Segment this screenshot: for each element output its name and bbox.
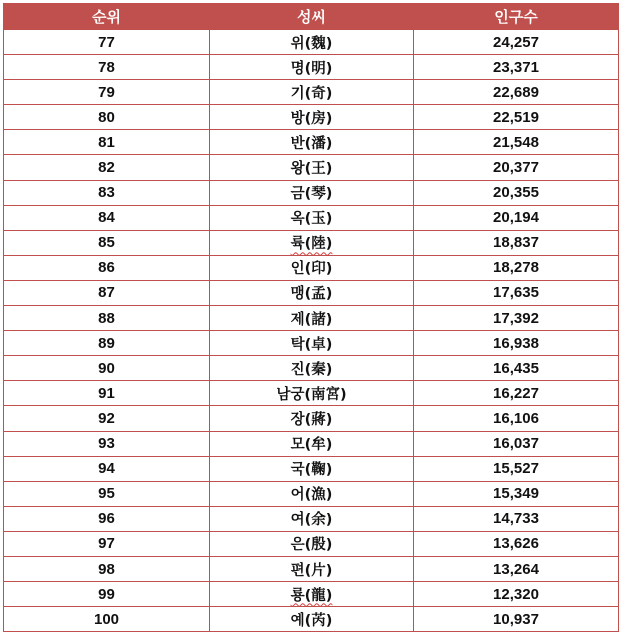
surname-cell (210, 582, 414, 607)
rank-cell: 83 (4, 180, 210, 205)
surname-cell (210, 531, 414, 556)
population-cell: 13,626 (414, 531, 619, 556)
population-cell: 20,355 (414, 180, 619, 205)
surname-cell (210, 456, 414, 481)
rank-cell: 87 (4, 280, 210, 305)
table-row (4, 105, 619, 130)
population-cell: 23,371 (414, 55, 619, 80)
surname-text: 예(芮) (290, 612, 333, 629)
population-cell: 16,435 (414, 356, 619, 381)
population-cell: 17,635 (414, 280, 619, 305)
population-cell: 22,689 (414, 80, 619, 105)
population-cell: 13,264 (414, 556, 619, 581)
population-cell: 17,392 (414, 306, 619, 331)
table-header (4, 4, 619, 30)
rank-cell: 100 (4, 607, 210, 632)
surname-cell (210, 607, 414, 632)
rank-cell: 90 (4, 356, 210, 381)
header-rank: 순위 (4, 4, 210, 30)
table-row (4, 155, 619, 180)
population-cell: 15,349 (414, 481, 619, 506)
surname-text: 위(魏) (290, 35, 333, 52)
surname-text: 진(秦) (290, 361, 333, 378)
rank-cell: 80 (4, 105, 210, 130)
table-row (4, 582, 619, 607)
rank-cell: 98 (4, 556, 210, 581)
population-cell: 12,320 (414, 582, 619, 607)
table-row (4, 481, 619, 506)
surname-text: 기(奇) (290, 85, 333, 102)
surname-cell (210, 431, 414, 456)
table-row (4, 255, 619, 280)
rank-cell: 99 (4, 582, 210, 607)
population-cell: 16,227 (414, 381, 619, 406)
table-row (4, 531, 619, 556)
table-row (4, 607, 619, 632)
table-row (4, 55, 619, 80)
population-cell: 16,106 (414, 406, 619, 431)
surname-text: 금(琴) (290, 186, 333, 203)
surname-cell (210, 381, 414, 406)
surname-cell (210, 356, 414, 381)
rank-cell: 91 (4, 381, 210, 406)
table-row (4, 406, 619, 431)
population-cell: 22,519 (414, 105, 619, 130)
surname-cell (210, 30, 414, 55)
table-row (4, 556, 619, 581)
rank-cell: 97 (4, 531, 210, 556)
population-cell: 20,377 (414, 155, 619, 180)
rank-cell: 94 (4, 456, 210, 481)
rank-cell: 78 (4, 55, 210, 80)
surname-cell (210, 80, 414, 105)
header-surname: 성씨 (210, 4, 414, 30)
surname-cell (210, 105, 414, 130)
header-row (4, 4, 619, 30)
surname-cell (210, 55, 414, 80)
surname-cell (210, 155, 414, 180)
rank-cell: 93 (4, 431, 210, 456)
table-row (4, 356, 619, 381)
table-row (4, 205, 619, 230)
population-cell: 20,194 (414, 205, 619, 230)
table-row (4, 130, 619, 155)
surname-text: 장(蔣) (290, 411, 333, 428)
surname-population-table (3, 3, 618, 632)
population-cell: 21,548 (414, 130, 619, 155)
rank-cell: 92 (4, 406, 210, 431)
surname-text: 제(諸) (290, 311, 333, 328)
surname-text: 룡(龍) (290, 587, 333, 604)
population-cell: 24,257 (414, 30, 619, 55)
population-cell: 16,037 (414, 431, 619, 456)
surname-text: 탁(卓) (290, 336, 333, 353)
table-row (4, 506, 619, 531)
surname-text: 편(片) (290, 562, 333, 579)
rank-cell: 77 (4, 30, 210, 55)
table-row (4, 180, 619, 205)
surname-cell (210, 255, 414, 280)
rank-cell: 95 (4, 481, 210, 506)
surname-cell (210, 331, 414, 356)
surname-text: 맹(孟) (290, 286, 333, 303)
surname-cell (210, 306, 414, 331)
rank-cell: 81 (4, 130, 210, 155)
population-cell: 10,937 (414, 607, 619, 632)
surname-text: 반(潘) (290, 135, 333, 152)
rank-cell: 84 (4, 205, 210, 230)
population-cell: 16,938 (414, 331, 619, 356)
surname-cell (210, 180, 414, 205)
surname-text: 국(鞠) (290, 462, 333, 479)
population-cell: 14,733 (414, 506, 619, 531)
rank-cell: 86 (4, 255, 210, 280)
table-row (4, 456, 619, 481)
surname-cell (210, 280, 414, 305)
surname-cell (210, 481, 414, 506)
surname-text: 륙(陸) (290, 236, 333, 253)
population-cell: 18,278 (414, 255, 619, 280)
rank-cell: 89 (4, 331, 210, 356)
population-cell: 15,527 (414, 456, 619, 481)
data-table (3, 3, 619, 632)
surname-text: 명(明) (290, 60, 333, 77)
surname-text: 어(漁) (290, 487, 333, 504)
table-row (4, 280, 619, 305)
table-row (4, 306, 619, 331)
surname-text: 은(殷) (290, 537, 333, 554)
surname-text: 왕(王) (290, 161, 333, 178)
surname-text: 모(牟) (290, 437, 333, 454)
rank-cell: 96 (4, 506, 210, 531)
surname-text: 여(余) (290, 512, 333, 529)
surname-text: 남궁(南宮) (276, 386, 347, 403)
table-body (4, 30, 619, 632)
surname-text: 인(印) (290, 261, 333, 278)
surname-cell (210, 205, 414, 230)
table-row (4, 381, 619, 406)
surname-cell (210, 506, 414, 531)
population-cell: 18,837 (414, 230, 619, 255)
rank-cell: 82 (4, 155, 210, 180)
rank-cell: 79 (4, 80, 210, 105)
header-population: 인구수 (414, 4, 619, 30)
table-row (4, 431, 619, 456)
table-row (4, 331, 619, 356)
table-row (4, 80, 619, 105)
surname-cell (210, 406, 414, 431)
surname-cell (210, 130, 414, 155)
surname-cell (210, 230, 414, 255)
surname-text: 옥(玉) (290, 211, 333, 228)
table-row (4, 230, 619, 255)
surname-cell (210, 556, 414, 581)
rank-cell: 85 (4, 230, 210, 255)
table-row (4, 30, 619, 55)
rank-cell: 88 (4, 306, 210, 331)
surname-text: 방(房) (290, 110, 333, 127)
